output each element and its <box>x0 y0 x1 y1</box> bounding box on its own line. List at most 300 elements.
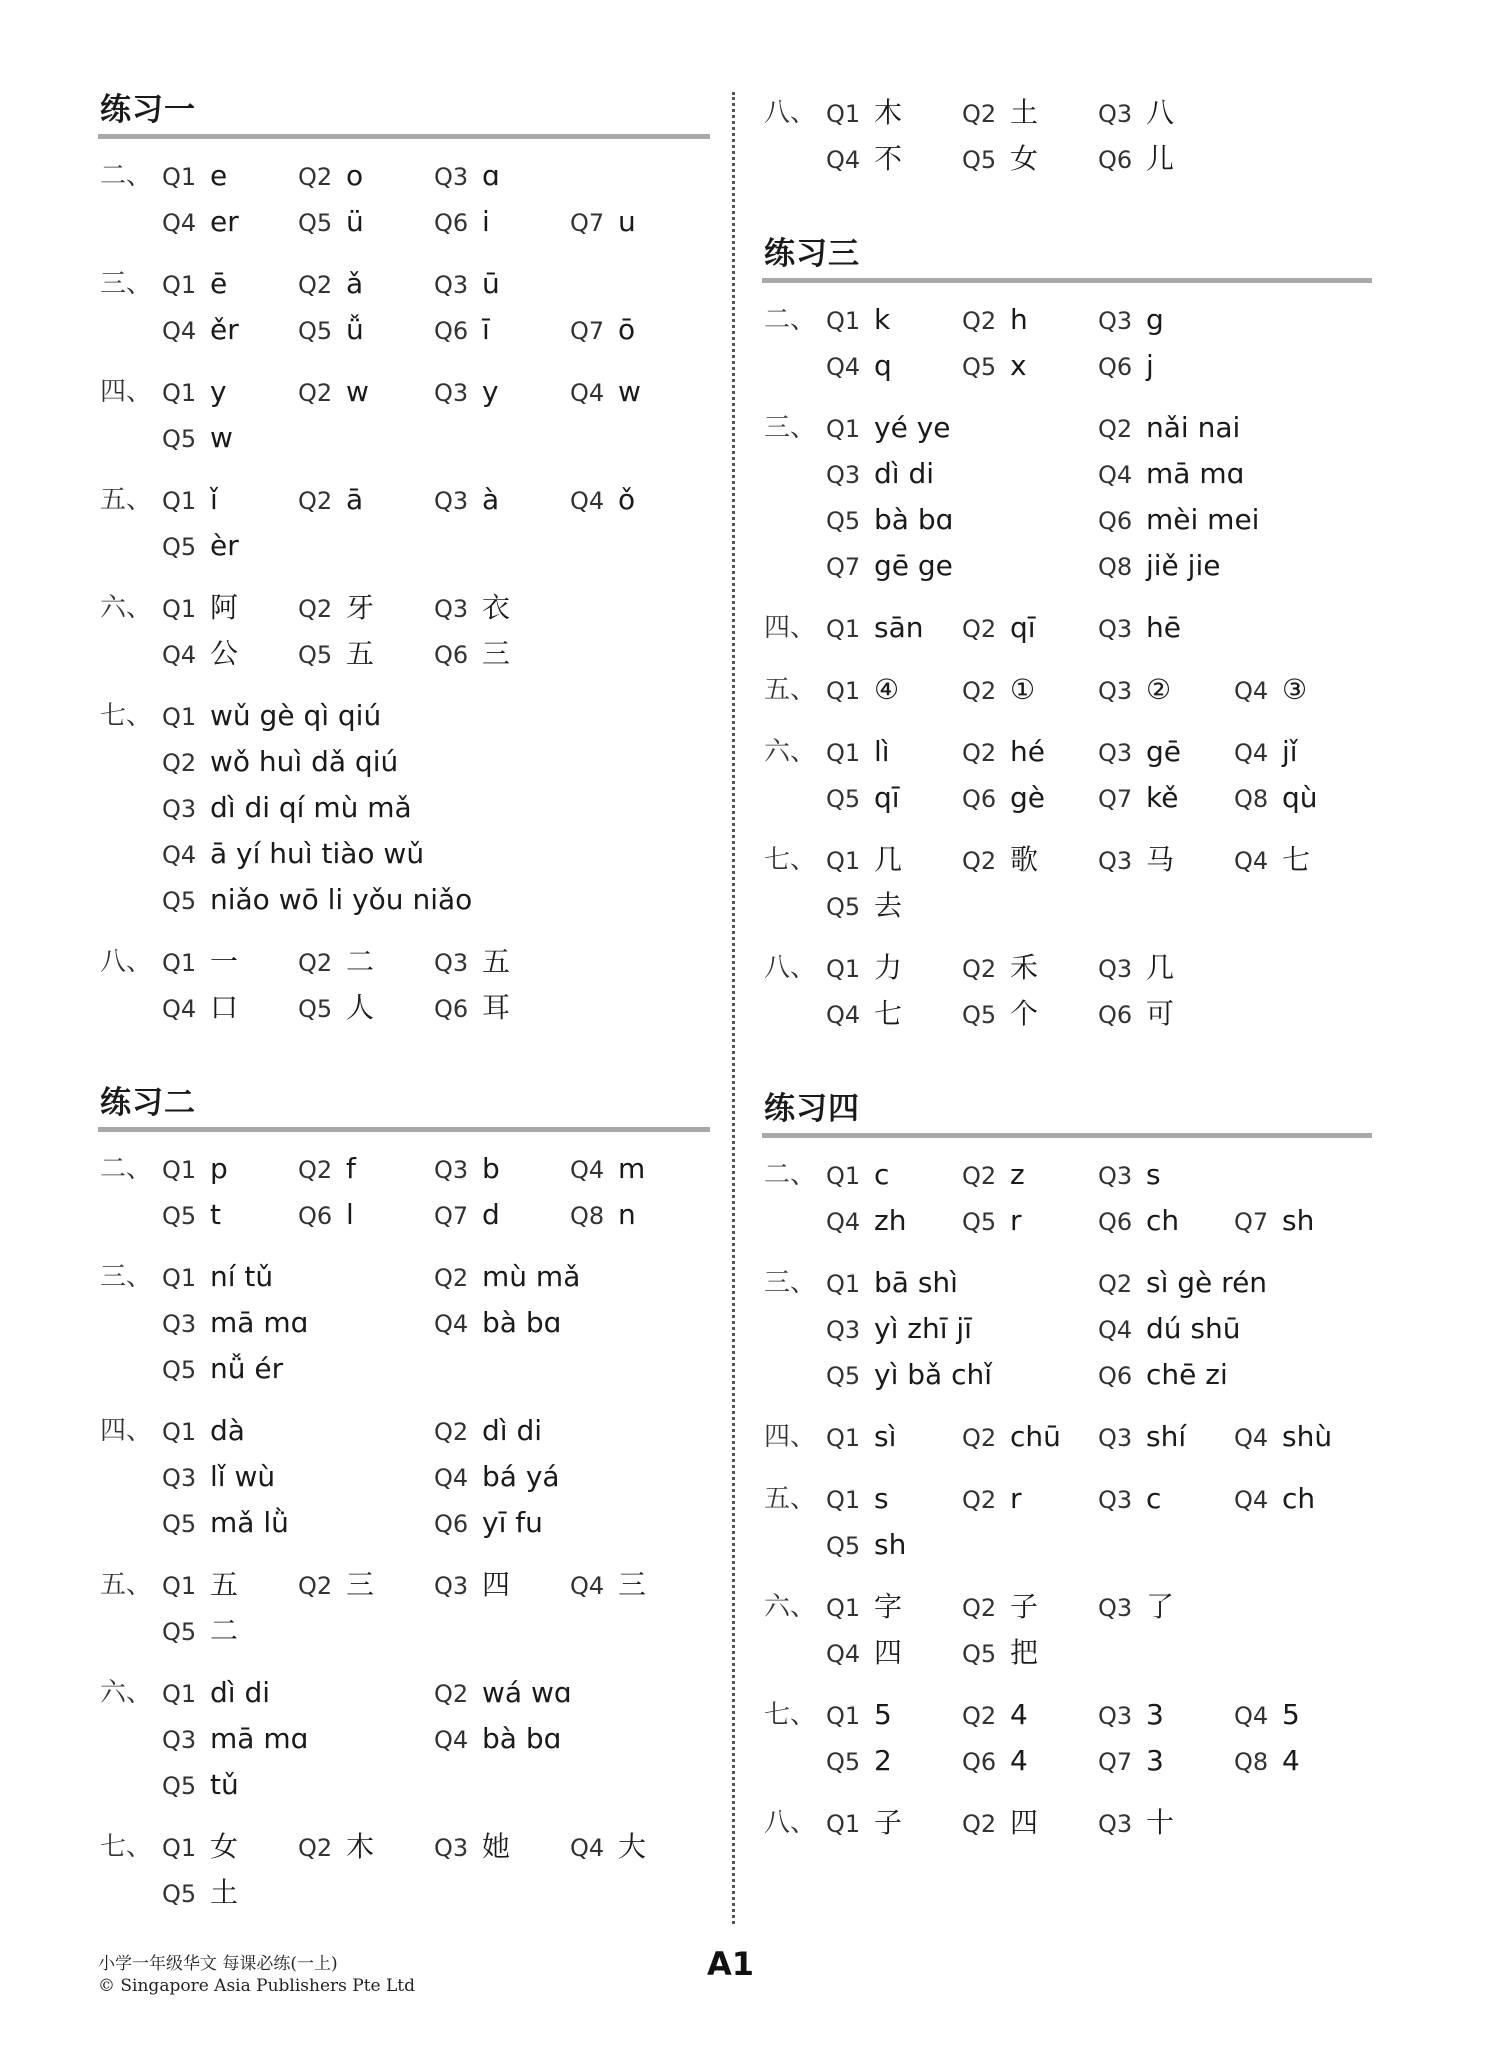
answer-item <box>570 369 706 415</box>
question-group <box>98 369 710 461</box>
question-number: Q4 <box>1234 1424 1269 1452</box>
answer-text: r <box>1010 1204 1022 1237</box>
answer-item <box>434 369 570 415</box>
question-number: Q2 <box>962 1594 997 1622</box>
answer-text: ī <box>482 313 490 346</box>
answer-text: 了 <box>1146 1590 1175 1623</box>
question-number: Q1 <box>826 955 861 983</box>
footer-credits <box>98 1953 415 1997</box>
question-group <box>762 1152 1372 1244</box>
answer-item <box>162 631 298 677</box>
answer-item <box>162 1762 434 1808</box>
question-number: Q6 <box>434 209 469 237</box>
answer-text: niǎo wō li yǒu niǎo <box>210 883 473 916</box>
answer-item <box>1234 1692 1370 1738</box>
answer-item <box>434 939 570 985</box>
question-number: Q7 <box>826 553 861 581</box>
answer-item <box>962 945 1098 991</box>
answer-text: ③ <box>1282 673 1308 706</box>
question-number: Q1 <box>826 1486 861 1514</box>
answer-text: dì di <box>210 1676 271 1709</box>
question-number: Q2 <box>1098 1270 1133 1298</box>
question-group <box>98 585 710 677</box>
question-number: Q1 <box>162 1680 197 1708</box>
question-number: Q6 <box>1098 1208 1133 1236</box>
question-group <box>98 153 710 245</box>
question-number: Q5 <box>962 353 997 381</box>
question-number: Q2 <box>298 595 333 623</box>
section-rule <box>98 134 710 139</box>
answer-text: 力 <box>874 951 903 984</box>
question-number: Q3 <box>162 1726 197 1754</box>
answer-text: 五 <box>210 1568 239 1601</box>
question-number: Q2 <box>434 1418 469 1446</box>
answer-item <box>570 477 706 523</box>
answer-text: 口 <box>210 991 239 1024</box>
group-label: 四、 <box>100 377 153 407</box>
answer-item <box>962 1584 1098 1630</box>
question-number: Q4 <box>570 487 605 515</box>
answer-text: tǔ <box>210 1768 239 1801</box>
answer-item <box>162 877 702 923</box>
exercise-section <box>98 90 710 1031</box>
question-number: Q3 <box>434 595 469 623</box>
answer-text: ǚ <box>346 313 364 346</box>
answer-item <box>1234 1198 1370 1244</box>
group-label: 七、 <box>764 1700 817 1730</box>
answer-text: o <box>346 159 364 192</box>
answer-text: 四 <box>874 1636 903 1669</box>
question-number: Q3 <box>1098 1424 1133 1452</box>
group-label: 五、 <box>764 675 817 705</box>
answer-item <box>298 985 434 1031</box>
question-number: Q2 <box>962 615 997 643</box>
question-number: Q7 <box>570 209 605 237</box>
answer-item <box>298 1562 434 1608</box>
question-number: Q5 <box>962 146 997 174</box>
answer-item <box>1098 605 1234 651</box>
question-number: Q5 <box>826 507 861 535</box>
answer-text: 大 <box>618 1830 647 1863</box>
answer-text: d <box>482 1198 500 1231</box>
answer-item <box>162 985 298 1031</box>
question-number: Q6 <box>434 641 469 669</box>
answer-text: dà <box>210 1414 245 1447</box>
question-number: Q1 <box>162 271 197 299</box>
answer-item <box>434 985 570 1031</box>
answer-item <box>962 1152 1098 1198</box>
answer-text: q <box>874 349 892 382</box>
section-rule <box>762 1133 1372 1138</box>
question-number: Q1 <box>826 1810 861 1838</box>
group-label: 二、 <box>764 1160 817 1190</box>
answer-item <box>1098 1306 1370 1352</box>
answer-item <box>1098 1352 1370 1398</box>
question-group <box>98 1562 710 1654</box>
answer-text: ② <box>1146 673 1172 706</box>
answer-item <box>162 693 702 739</box>
question-number: Q4 <box>826 1640 861 1668</box>
question-number: Q1 <box>826 739 861 767</box>
question-number: Q2 <box>962 100 997 128</box>
answer-text: dì di qí mù mǎ <box>210 791 412 824</box>
question-number: Q7 <box>1098 1748 1133 1776</box>
question-number: Q7 <box>570 317 605 345</box>
answer-item <box>826 775 962 821</box>
answer-text: g <box>1146 303 1164 336</box>
question-number: Q4 <box>162 209 197 237</box>
footer-copyright: © Singapore Asia Publishers Pte Ltd <box>98 1976 416 1996</box>
question-number: Q5 <box>298 995 333 1023</box>
answer-item <box>434 307 570 353</box>
answer-item <box>434 1454 706 1500</box>
question-number: Q3 <box>434 379 469 407</box>
question-number: Q1 <box>162 1834 197 1862</box>
right-column <box>762 90 1372 1898</box>
answer-text: 五 <box>482 945 511 978</box>
answer-text: zh <box>874 1204 907 1237</box>
answer-item <box>434 1562 570 1608</box>
question-number: Q2 <box>962 307 997 335</box>
question-number: Q2 <box>162 749 197 777</box>
question-number: Q3 <box>826 461 861 489</box>
answer-item <box>826 90 962 136</box>
question-group <box>762 1584 1372 1676</box>
answer-text: mā mɑ <box>210 1306 309 1339</box>
answer-item <box>1234 90 1370 136</box>
group-label: 五、 <box>764 1484 817 1514</box>
answer-text: 她 <box>482 1830 511 1863</box>
answer-text: yī fu <box>482 1506 543 1539</box>
question-number: Q1 <box>826 1424 861 1452</box>
answer-item <box>570 1192 706 1238</box>
section-title: 练习一 <box>100 92 196 128</box>
question-number: Q4 <box>162 641 197 669</box>
answer-text: chū <box>1010 1420 1061 1453</box>
answer-item <box>162 1824 298 1870</box>
question-number: Q4 <box>570 1834 605 1862</box>
answer-text: 子 <box>874 1806 903 1839</box>
question-number: Q5 <box>962 1208 997 1236</box>
answer-item <box>434 1300 706 1346</box>
answer-item <box>1098 497 1370 543</box>
answer-text: ū <box>482 267 500 300</box>
answer-item <box>1234 667 1370 713</box>
group-label: 七、 <box>100 1832 153 1862</box>
question-number: Q1 <box>162 379 197 407</box>
answer-text: 七 <box>874 997 903 1030</box>
answer-item <box>162 199 298 245</box>
answer-item <box>826 1522 962 1568</box>
answer-item <box>162 785 702 831</box>
question-number: Q2 <box>962 1810 997 1838</box>
group-label: 七、 <box>100 701 153 731</box>
question-number: Q6 <box>1098 1001 1133 1029</box>
answer-text: 4 <box>1010 1744 1028 1777</box>
answer-text: lì <box>874 735 890 768</box>
group-label: 八、 <box>100 947 153 977</box>
answer-text: dì di <box>482 1414 543 1447</box>
answer-item <box>826 945 962 991</box>
answer-item <box>1234 1152 1370 1198</box>
question-group <box>98 1254 710 1392</box>
answer-text: nǚ ér <box>210 1352 284 1385</box>
answer-text: 可 <box>1146 997 1175 1030</box>
answer-item <box>1234 1476 1370 1522</box>
answer-item <box>1234 1414 1370 1460</box>
answer-item <box>962 729 1098 775</box>
answer-text: wǒ huì dǎ qiú <box>210 745 399 778</box>
answer-item <box>1098 729 1234 775</box>
answer-item <box>1098 1476 1234 1522</box>
answer-item <box>1234 297 1370 343</box>
answer-item <box>1098 1414 1234 1460</box>
question-number: Q4 <box>1098 1316 1133 1344</box>
answer-item <box>162 1562 298 1608</box>
question-group <box>98 693 710 923</box>
question-group <box>98 939 710 1031</box>
answer-item <box>434 1254 706 1300</box>
answer-text: wá wɑ <box>482 1676 572 1709</box>
answer-text: kě <box>1146 781 1179 814</box>
question-number: Q8 <box>1098 553 1133 581</box>
answer-item <box>162 1500 434 1546</box>
answer-text: n <box>618 1198 636 1231</box>
answer-text: 八 <box>1146 96 1175 129</box>
question-number: Q2 <box>298 949 333 977</box>
answer-item <box>570 1562 706 1608</box>
group-label: 六、 <box>764 737 817 767</box>
question-number: Q7 <box>1234 1208 1269 1236</box>
question-number: Q1 <box>826 677 861 705</box>
question-number: Q4 <box>826 146 861 174</box>
answer-item <box>1098 1584 1234 1630</box>
answer-item <box>298 261 434 307</box>
answer-item <box>434 631 570 677</box>
answer-item <box>962 605 1098 651</box>
answer-item <box>1098 837 1234 883</box>
answer-text: gē ge <box>874 549 953 582</box>
answer-text: 不 <box>874 142 903 175</box>
question-number: Q6 <box>298 1202 333 1230</box>
question-group <box>762 1414 1372 1460</box>
answer-item <box>826 343 962 389</box>
answer-item <box>1098 1692 1234 1738</box>
question-number: Q4 <box>1234 677 1269 705</box>
answer-item <box>962 136 1098 182</box>
question-number: Q3 <box>434 1156 469 1184</box>
question-number: Q5 <box>298 317 333 345</box>
question-number: Q1 <box>826 307 861 335</box>
answer-item <box>826 1198 962 1244</box>
question-number: Q4 <box>162 995 197 1023</box>
answer-text: gē <box>1146 735 1181 768</box>
answer-text: lǐ wù <box>210 1460 276 1493</box>
question-number: Q6 <box>1098 146 1133 174</box>
group-label: 四、 <box>100 1416 153 1446</box>
question-number: Q6 <box>962 785 997 813</box>
question-group <box>98 261 710 353</box>
question-number: Q3 <box>434 949 469 977</box>
answer-item <box>962 1692 1098 1738</box>
question-number: Q2 <box>298 379 333 407</box>
answer-text: ǐ <box>210 483 218 516</box>
answer-text: bā shì <box>874 1266 958 1299</box>
answer-item <box>826 1260 1098 1306</box>
question-number: Q4 <box>434 1464 469 1492</box>
answer-item <box>962 1198 1098 1244</box>
answer-item <box>1234 1584 1370 1630</box>
answer-text: bà bɑ <box>482 1306 562 1339</box>
question-number: Q4 <box>826 1001 861 1029</box>
answer-text: 四 <box>482 1568 511 1601</box>
answer-text: 字 <box>874 1590 903 1623</box>
answer-text: ē <box>210 267 228 300</box>
answer-text: p <box>210 1152 228 1185</box>
question-number: Q4 <box>1234 847 1269 875</box>
question-number: Q2 <box>962 677 997 705</box>
group-label: 六、 <box>764 1592 817 1622</box>
group-label: 五、 <box>100 1570 153 1600</box>
group-label: 六、 <box>100 1678 153 1708</box>
group-label: 四、 <box>764 613 817 643</box>
answer-item <box>162 1608 298 1654</box>
answer-text: 三 <box>482 637 511 670</box>
question-group <box>762 1692 1372 1784</box>
answer-item <box>570 1824 706 1870</box>
answer-text: 几 <box>874 843 903 876</box>
question-number: Q5 <box>826 1748 861 1776</box>
question-number: Q3 <box>826 1316 861 1344</box>
answer-item <box>962 775 1098 821</box>
question-number: Q4 <box>570 379 605 407</box>
answer-item <box>162 1300 434 1346</box>
question-number: Q5 <box>162 1618 197 1646</box>
question-number: Q3 <box>434 163 469 191</box>
answer-item <box>434 1716 706 1762</box>
answer-item <box>826 991 962 1037</box>
answer-item <box>298 1824 434 1870</box>
question-number: Q3 <box>434 1572 469 1600</box>
question-number: Q2 <box>298 1156 333 1184</box>
answer-item <box>826 497 1098 543</box>
answer-item <box>162 1192 298 1238</box>
answer-text: 木 <box>874 96 903 129</box>
question-number: Q2 <box>298 163 333 191</box>
question-number: Q3 <box>434 1834 469 1862</box>
question-number: Q6 <box>1098 353 1133 381</box>
question-number: Q2 <box>298 1834 333 1862</box>
group-label: 二、 <box>764 305 817 335</box>
answer-item <box>570 939 706 985</box>
question-group <box>98 1146 710 1238</box>
answer-text: mā mɑ <box>210 1722 309 1755</box>
answer-text: 歌 <box>1010 843 1039 876</box>
answer-text: mā mɑ <box>1146 457 1245 490</box>
answer-text: w <box>618 375 641 408</box>
answer-text: 禾 <box>1010 951 1039 984</box>
question-number: Q1 <box>826 1270 861 1298</box>
answer-item <box>826 1352 1098 1398</box>
answer-item <box>962 837 1098 883</box>
answer-item <box>1234 775 1370 821</box>
question-number: Q5 <box>826 893 861 921</box>
answer-text: hē <box>1146 611 1181 644</box>
question-number: Q5 <box>298 209 333 237</box>
answer-item <box>962 1738 1098 1784</box>
question-number: Q3 <box>1098 1486 1133 1514</box>
group-label: 八、 <box>764 98 817 128</box>
column-divider <box>732 92 735 1924</box>
answer-text: qī <box>1010 611 1036 644</box>
question-number: Q2 <box>1098 415 1133 443</box>
question-number: Q1 <box>162 1572 197 1600</box>
answer-text: 女 <box>210 1830 239 1863</box>
answer-item <box>298 153 434 199</box>
group-label: 八、 <box>764 1808 817 1838</box>
question-number: Q2 <box>298 1572 333 1600</box>
answer-text: yì zhī jī <box>874 1312 972 1345</box>
answer-text: sān <box>874 611 924 644</box>
answer-item <box>1098 90 1234 136</box>
section-rule <box>98 1127 710 1132</box>
answer-text: bá yá <box>482 1460 560 1493</box>
answer-text: ěr <box>210 313 239 346</box>
answer-item <box>162 307 298 353</box>
question-number: Q1 <box>826 1702 861 1730</box>
answer-item <box>1098 1738 1234 1784</box>
answer-item <box>826 837 962 883</box>
answer-item <box>962 297 1098 343</box>
answer-text: 把 <box>1010 1636 1039 1669</box>
answer-item <box>162 739 702 785</box>
answer-text: 个 <box>1010 997 1039 1030</box>
answer-item <box>1098 343 1234 389</box>
question-group <box>762 945 1372 1037</box>
answer-text: mǎ lǜ <box>210 1506 289 1539</box>
answer-item <box>1098 136 1234 182</box>
left-column <box>98 90 710 1968</box>
question-number: Q1 <box>162 703 197 731</box>
group-label: 三、 <box>764 413 817 443</box>
question-number: Q1 <box>162 1156 197 1184</box>
question-number: Q3 <box>1098 615 1133 643</box>
group-label: 二、 <box>100 161 153 191</box>
answer-text: nǎi nai <box>1146 411 1241 444</box>
answer-text: bà bɑ <box>482 1722 562 1755</box>
answer-text: bà bɑ <box>874 503 954 536</box>
question-group <box>762 1800 1372 1846</box>
question-group <box>762 405 1372 589</box>
answer-text: dú shū <box>1146 1312 1241 1345</box>
answer-item <box>162 831 702 877</box>
answer-text: 3 <box>1146 1698 1164 1731</box>
question-number: Q7 <box>434 1202 469 1230</box>
answer-text: ā <box>346 483 364 516</box>
answer-text: f <box>346 1152 356 1185</box>
answer-item <box>962 667 1098 713</box>
answer-text: t <box>210 1198 221 1231</box>
question-group <box>762 667 1372 713</box>
question-number: Q3 <box>1098 955 1133 983</box>
question-number: Q3 <box>162 1464 197 1492</box>
question-number: Q2 <box>962 739 997 767</box>
question-number: Q5 <box>162 1772 197 1800</box>
question-number: Q1 <box>162 949 197 977</box>
answer-item <box>826 605 962 651</box>
answer-item <box>1098 451 1370 497</box>
answer-item <box>826 1630 962 1676</box>
